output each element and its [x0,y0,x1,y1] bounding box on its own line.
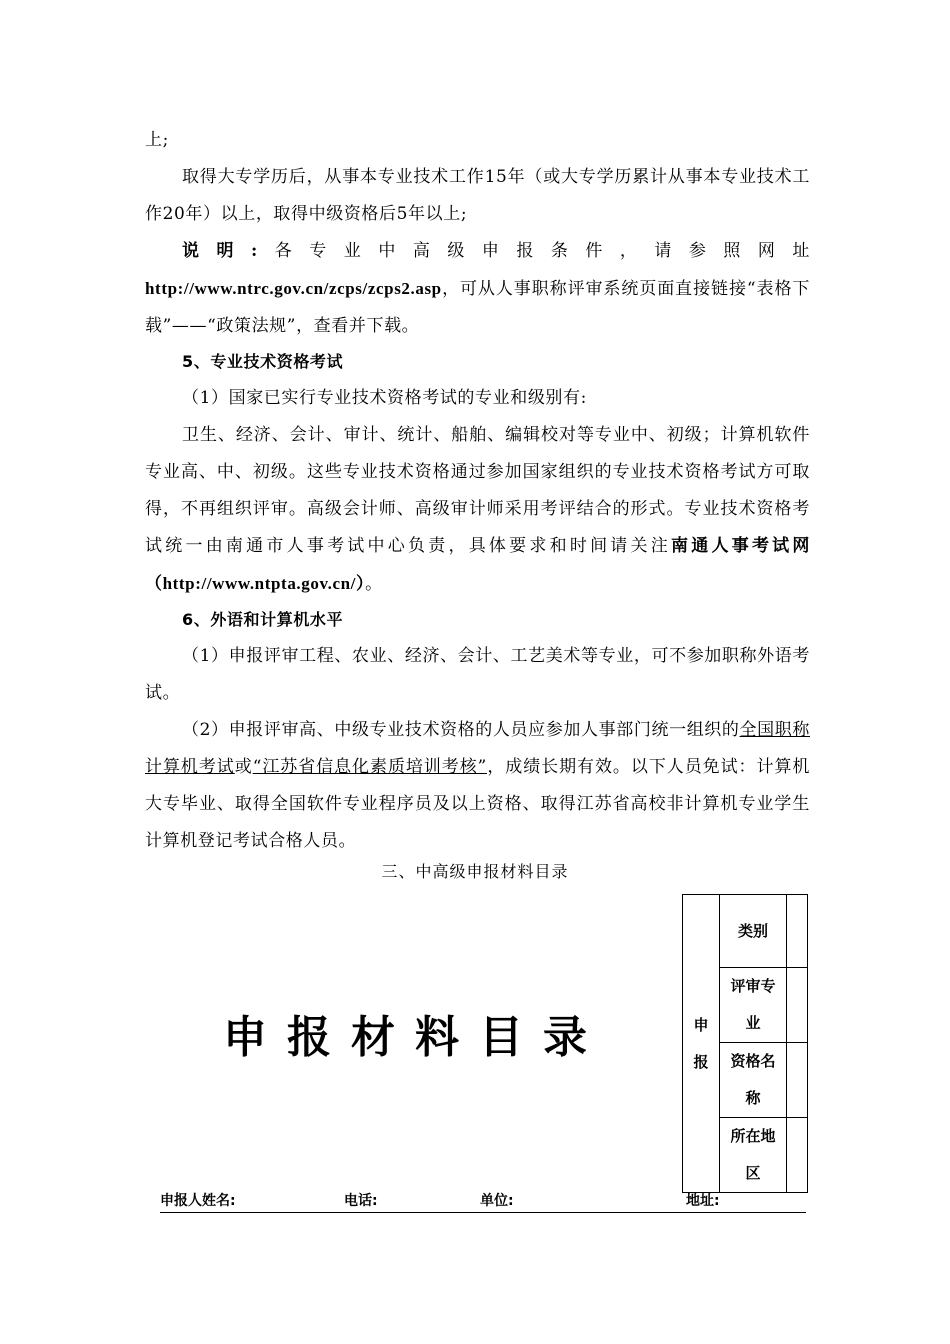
cover-info-table [682,894,808,1193]
note-text-1: 各专业中高级申报条件，请参照网址 [257,241,810,261]
exam-details-text: 卫生、经济、会计、审计、统计、船舶、编辑校对等专业中、初级；计算机软件专业高、中、初级。这些专业技术资格通过参加国家组织的专业技术资格考试方可取得，不再组织评审。高级会计师、高级审计师采用考评结合的形式。专业技术资格考试统一由南通市人事考试中心负责，具体要求和时间请关注 [145,425,810,556]
applicant-info-line [160,1188,806,1213]
paragraph-exam-intro: （1）国家已实行专业技术资格考试的专业和级别有: [182,388,587,408]
exam-site-name: 南通人事考试网 [671,536,811,556]
paragraph-language-exemption: （1）申报评审工程、农业、经济、会计、工艺美术等专业，可不参加职称外语考试。 [145,646,810,703]
exam-details-end: 。 [365,574,383,594]
cover-title: 申报材料目录 [223,1012,607,1063]
heading-qualification-exam: 5、专业技术资格考试 [182,352,344,371]
note-label: 说明: [182,241,258,261]
policy-url: http://www.ntrc.gov.cn/zcps/zcps2.asp [145,279,442,298]
exam-site-url: （http://www.ntpta.gov.cn/） [145,574,366,593]
computer-exam-text-a: （2）申报评审高、中级专业技术资格的人员应参加人事部门统一组织的 [182,720,740,740]
jiangsu-training-exam: “江苏省信息化素质培训考核” [252,757,487,777]
value-cell-category[interactable] [787,895,808,968]
section-title: 三、中高级申报材料目录 [381,862,569,881]
unit-label: 单位: [480,1193,514,1209]
address-label: 地址: [686,1193,720,1209]
note-text-2: ，可从人事职称评审系统页面直接链接“表格下载”——“政策法规”，查看并下载。 [145,279,810,336]
computer-exam-text-c: ，成绩长期有效。以下人员免试：计算机大专毕业、取得全国软件专业程序员及以上资格、取得江苏省高校非计算机专业学生计算机登记考试合格人员。 [145,757,810,851]
value-cell-specialty[interactable] [787,968,808,1043]
heading-language-computer: 6、外语和计算机水平 [182,610,344,629]
row-label-region: 所在地区 [720,1118,787,1193]
phone-label: 电话: [344,1193,378,1209]
applicant-name-label: 申报人姓名: [160,1193,236,1209]
value-cell-qualification[interactable] [787,1043,808,1118]
row-label-category: 类别 [720,895,787,968]
national-computer-exam: 全国职称计算机考试 [145,720,810,777]
paragraph-exam-details [145,417,810,603]
row-label-qualification: 资格名称 [720,1043,787,1118]
paragraph-college-requirement: 取得大专学历后，从事本专业技术工作15年（或大专学历累计从事本专业技术工作20年）以上，取得中级资格后5年以上; [145,167,810,224]
side-label-cell [683,895,720,1193]
paragraph-note [145,233,810,345]
value-cell-region[interactable] [787,1118,808,1193]
paragraph-computer-exam [145,712,810,860]
computer-exam-text-b: 或 [234,757,253,777]
side-label: 申报 [693,1015,709,1071]
paragraph-continuation: 上; [145,130,169,150]
row-label-specialty: 评审专业 [720,968,787,1043]
